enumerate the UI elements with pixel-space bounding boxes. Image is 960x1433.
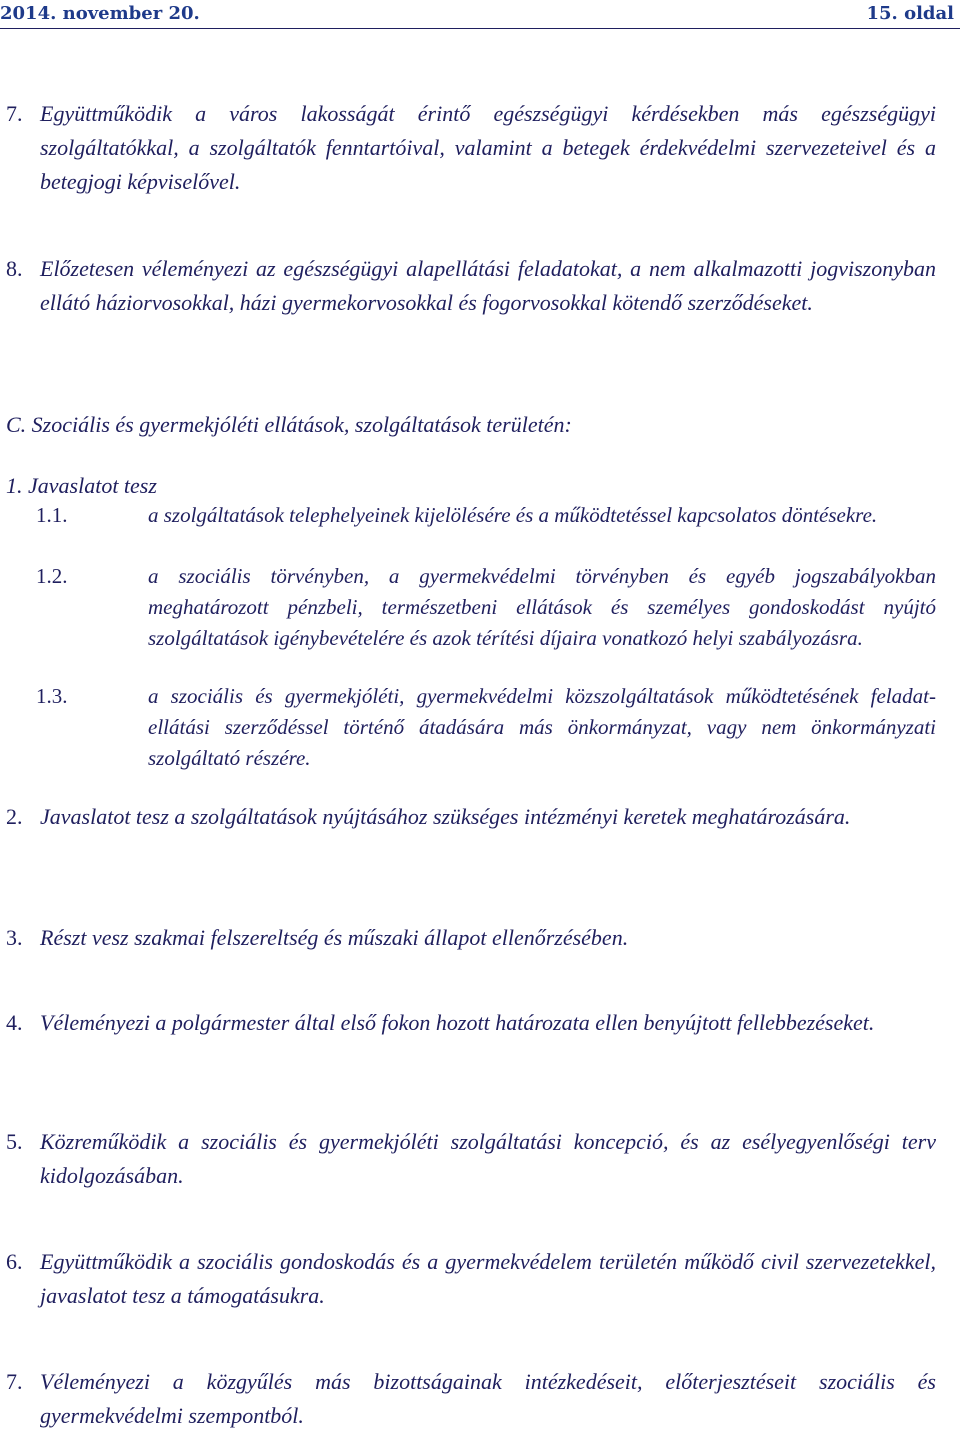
item-number: 6. <box>6 1249 23 1274</box>
item-number: 7. <box>6 1369 23 1394</box>
item-text: Javaslatot tesz a szolgáltatások nyújtásához szükséges intézményi keretek meghatározására. <box>40 804 851 829</box>
list-item <box>6 1365 936 1433</box>
list-item <box>6 1125 936 1193</box>
list-item <box>6 921 936 955</box>
sub-item-text: a szolgáltatások telephelyeinek kijelölésére és a működtetéssel kapcsolatos döntésekre. <box>148 503 878 527</box>
item-number: 3. <box>6 925 23 950</box>
item-number: 7. <box>6 101 23 126</box>
item-text: Véleményezi a közgyűlés más bizottságainak intézkedéseit, előterjesztéseit szociális és gyermekvédelmi szempontból. <box>40 1369 936 1428</box>
list-item <box>6 1006 936 1040</box>
list-item <box>6 252 936 320</box>
sub-item-text: a szociális törvényben, a gyermekvédelmi törvényben és egyéb jogszabályokban meghatározott pénzbeli, természetbeni ellátások és személyes gondoskodást nyújtó szolgáltatások igénybevételére és azok térítési díjaira vonatkozó helyi szabályozásra. <box>148 564 936 650</box>
sub-list-item <box>6 561 936 654</box>
sub-item-number: 1.1. <box>36 503 68 527</box>
item-text: Együttműködik a szociális gondoskodás és a gyermekvédelem területén működő civil szervezetekkel, javaslatot tesz a támogatásukra. <box>40 1249 936 1308</box>
header-date: 2014. november 20. <box>0 3 200 24</box>
header-page-number: 15. oldal <box>866 3 954 24</box>
list-item <box>6 97 936 199</box>
item-text: Előzetesen véleményezi az egészségügyi alapellátási feladatokat, a nem alkalmazotti jogviszonyban ellátó háziorvosokkal, házi gyermekorvosokkal és fogorvosokkal kötendő szerződéseket. <box>40 256 936 315</box>
sub-item-number: 1.2. <box>36 564 68 588</box>
item-number: 8. <box>6 256 23 281</box>
sub-item-number: 1.3. <box>36 684 68 708</box>
section-heading: C. Szociális és gyermekjóléti ellátások, szolgáltatások területén: <box>6 412 572 437</box>
list-item <box>6 800 936 834</box>
item-number: 4. <box>6 1010 23 1035</box>
item-text: Véleményezi a polgármester által első fokon hozott határozata ellen benyújtott fellebbezéseket. <box>40 1010 875 1035</box>
item-text: Együttműködik a város lakosságát érintő egészségügyi kérdésekben más egészségügyi szolgáltatókkal, a szolgáltatók fenntartóival, valamint a betegek érdekvédelmi szervezeteivel és a betegjogi képviselővel. <box>40 101 936 194</box>
sub-item-text: a szociális és gyermekjóléti, gyermekvédelmi közszolgáltatások működtetésének feladat-ellátási szerződéssel történő átadására más önkormányzat, vagy nem önkormányzati szolgáltató részére. <box>148 684 936 770</box>
sub-list-item <box>6 681 936 774</box>
item-text: Részt vesz szakmai felszereltség és műszaki állapot ellenőrzésében. <box>40 925 629 950</box>
sub-list-heading: 1. Javaslatot tesz <box>6 473 157 498</box>
item-text: Közreműködik a szociális és gyermekjóléti szolgáltatási koncepció, és az esélyegyenlőségi terv kidolgozásában. <box>40 1129 936 1188</box>
item-number: 5. <box>6 1129 23 1154</box>
item-number: 2. <box>6 804 23 829</box>
sub-list-item <box>6 500 936 531</box>
list-item <box>6 1245 936 1313</box>
